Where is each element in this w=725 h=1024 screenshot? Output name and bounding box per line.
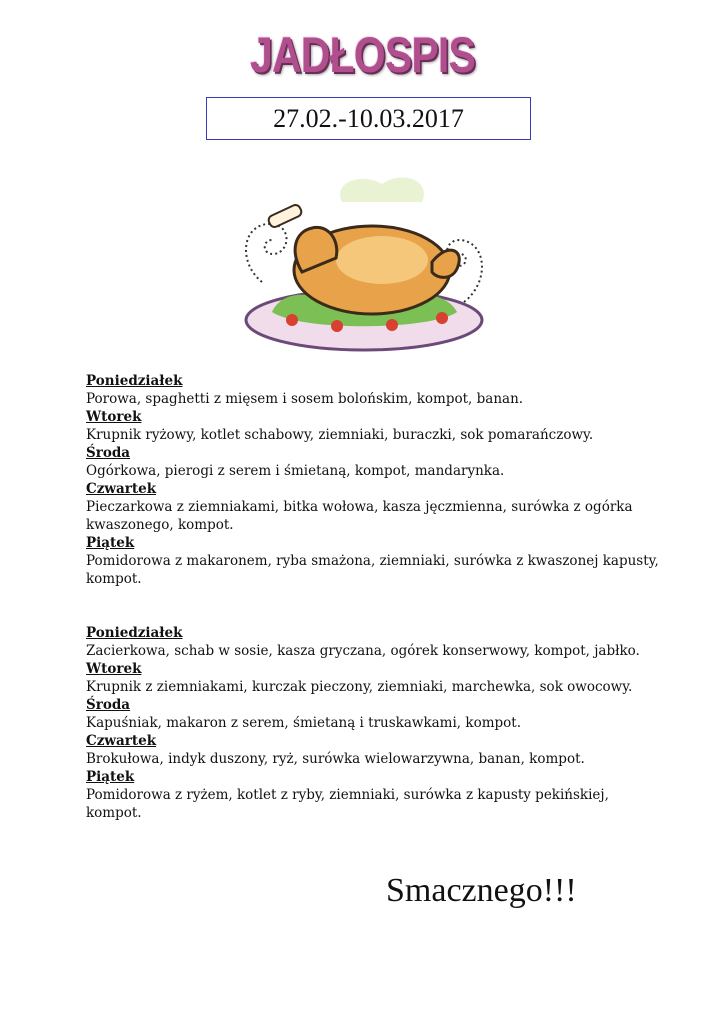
closing-text: Smacznego!!! bbox=[386, 872, 577, 909]
day-label: Czwartek bbox=[86, 733, 157, 749]
day-label: Wtorek bbox=[86, 661, 142, 677]
date-range: 27.02.-10.03.2017 bbox=[206, 97, 531, 140]
roast-chicken-icon bbox=[232, 162, 494, 357]
day-label: Piątek bbox=[86, 769, 135, 785]
day-label: Wtorek bbox=[86, 409, 142, 425]
day-label: Środa bbox=[86, 697, 131, 713]
week-1 bbox=[86, 372, 666, 588]
day-dishes: Pomidorowa z ryżem, kotlet z ryby, ziemniaki, surówka z kapusty pekińskiej, kompot. bbox=[86, 787, 609, 821]
menu-list bbox=[86, 372, 666, 822]
day-dishes: Zacierkowa, schab w sosie, kasza gryczana, ogórek konserwowy, kompot, jabłko. bbox=[86, 643, 640, 659]
day-dishes: Porowa, spaghetti z mięsem i sosem bolońskim, kompot, banan. bbox=[86, 391, 524, 407]
day-label: Czwartek bbox=[86, 481, 157, 497]
day-label: Poniedziałek bbox=[86, 625, 183, 641]
day-label: Środa bbox=[86, 445, 131, 461]
day-dishes: Brokułowa, indyk duszony, ryż, surówka wielowarzywna, banan, kompot. bbox=[86, 751, 585, 767]
day-dishes: Pieczarkowa z ziemniakami, bitka wołowa, kasza jęczmienna, surówka z ogórka kwaszonego, kompot. bbox=[86, 499, 633, 533]
day-dishes: Pomidorowa z makaronem, ryba smażona, ziemniaki, surówka z kwaszonej kapusty, kompot. bbox=[86, 553, 659, 587]
day-dishes: Krupnik ryżowy, kotlet schabowy, ziemniaki, buraczki, sok pomarańczowy. bbox=[86, 427, 594, 443]
day-dishes: Kapuśniak, makaron z serem, śmietaną i truskawkami, kompot. bbox=[86, 715, 521, 731]
day-label: Piątek bbox=[86, 535, 135, 551]
week-2 bbox=[86, 624, 666, 822]
day-label: Poniedziałek bbox=[86, 373, 183, 389]
page-title: JADŁOSPIS bbox=[249, 27, 476, 83]
day-dishes: Krupnik z ziemniakami, kurczak pieczony, ziemniaki, marchewka, sok owocowy. bbox=[86, 679, 633, 695]
day-dishes: Ogórkowa, pierogi z serem i śmietaną, kompot, mandarynka. bbox=[86, 463, 505, 479]
